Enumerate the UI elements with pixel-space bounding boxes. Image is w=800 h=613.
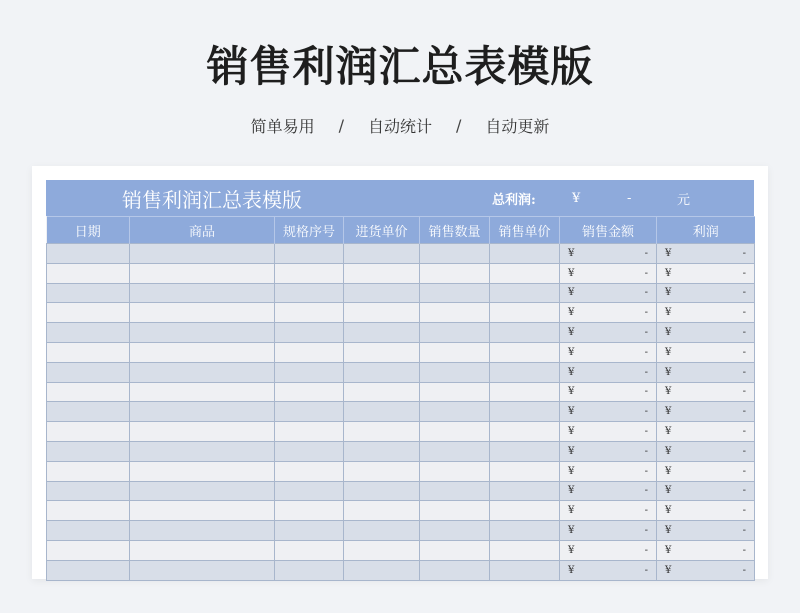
table-cell[interactable]: [275, 244, 344, 264]
table-cell[interactable]: [47, 283, 130, 303]
table-cell[interactable]: [275, 362, 344, 382]
table-cell[interactable]: [47, 342, 130, 362]
profit-value: [665, 386, 746, 397]
amount-value: -: [644, 247, 648, 259]
table-cell[interactable]: [275, 501, 344, 521]
table-cell[interactable]: [657, 382, 755, 402]
table-cell[interactable]: [420, 461, 490, 481]
table-cell[interactable]: [344, 283, 420, 303]
table-cell[interactable]: [275, 560, 344, 580]
table-cell[interactable]: [275, 461, 344, 481]
amount-value: -: [742, 247, 746, 259]
table-cell[interactable]: [490, 303, 560, 323]
table-cell[interactable]: [344, 481, 420, 501]
profit-value: [665, 268, 746, 279]
table-header-row: [47, 217, 755, 244]
table-cell[interactable]: [47, 244, 130, 264]
currency-symbol: ¥: [665, 287, 672, 299]
table-row: [47, 481, 755, 501]
profit-value: [665, 248, 746, 259]
sales-amount-value: [568, 287, 648, 298]
amount-value: -: [742, 327, 746, 339]
currency-symbol: ¥: [568, 386, 575, 398]
table-cell[interactable]: [657, 441, 755, 461]
profit-value: [665, 287, 746, 298]
table-cell[interactable]: [47, 501, 130, 521]
profit-value: [665, 406, 746, 417]
table-row: [47, 283, 755, 303]
amount-value: -: [742, 525, 746, 537]
sales-amount-value: [568, 406, 648, 417]
table-cell[interactable]: [47, 303, 130, 323]
tag-auto-update: 自动更新: [485, 117, 550, 136]
sales-table: [46, 216, 755, 581]
currency-symbol: ¥: [568, 525, 575, 537]
currency-symbol: ¥: [665, 267, 672, 279]
table-cell[interactable]: [657, 560, 755, 580]
amount-value: -: [742, 445, 746, 457]
preview-card: [32, 166, 768, 579]
currency-symbol: ¥: [665, 366, 672, 378]
table-cell[interactable]: [657, 501, 755, 521]
table-cell[interactable]: [420, 283, 490, 303]
amount-value: -: [742, 287, 746, 299]
table-cell[interactable]: [560, 481, 657, 501]
table-cell[interactable]: [560, 441, 657, 461]
currency-symbol: ¥: [568, 485, 575, 497]
column-header-sale-price[interactable]: 销售单价: [490, 217, 560, 244]
table-row: [47, 402, 755, 422]
currency-symbol: ¥: [665, 307, 672, 319]
sales-amount-value: [568, 367, 648, 378]
table-cell[interactable]: [560, 461, 657, 481]
table-cell[interactable]: [275, 303, 344, 323]
table-cell[interactable]: [344, 382, 420, 402]
currency-symbol: ¥: [665, 465, 672, 477]
table-cell[interactable]: [420, 422, 490, 442]
currency-symbol: ¥: [568, 366, 575, 378]
table-cell[interactable]: [130, 521, 275, 541]
table-cell[interactable]: [490, 540, 560, 560]
table-cell[interactable]: [560, 283, 657, 303]
table-cell[interactable]: [344, 323, 420, 343]
amount-value: -: [644, 485, 648, 497]
table-cell[interactable]: [420, 342, 490, 362]
currency-symbol: ¥: [568, 406, 575, 418]
table-cell[interactable]: [490, 402, 560, 422]
sales-amount-value: [568, 347, 648, 358]
table-cell[interactable]: [275, 521, 344, 541]
table-cell[interactable]: [560, 560, 657, 580]
amount-value: -: [742, 505, 746, 517]
table-row: [47, 540, 755, 560]
table-cell[interactable]: [47, 362, 130, 382]
currency-symbol: ¥: [665, 247, 672, 259]
table-cell[interactable]: [490, 382, 560, 402]
currency-symbol: ¥: [665, 386, 672, 398]
table-cell[interactable]: [560, 382, 657, 402]
amount-value: -: [742, 485, 746, 497]
currency-symbol: ¥: [665, 544, 672, 556]
table-cell[interactable]: [130, 362, 275, 382]
amount-value: -: [644, 406, 648, 418]
table-cell[interactable]: [130, 303, 275, 323]
column-header-date[interactable]: 日期: [47, 217, 130, 244]
table-cell[interactable]: [657, 461, 755, 481]
sales-amount-value: [568, 545, 648, 556]
table-cell[interactable]: [344, 560, 420, 580]
sales-amount-value: [568, 525, 648, 536]
table-cell[interactable]: [47, 323, 130, 343]
table-cell[interactable]: [47, 402, 130, 422]
column-header-cost-price[interactable]: 进货单价: [344, 217, 420, 244]
sales-amount-value: [568, 485, 648, 496]
currency-symbol: ¥: [665, 406, 672, 418]
table-cell[interactable]: [560, 323, 657, 343]
sales-amount-value: [568, 466, 648, 477]
profit-value: [665, 307, 746, 318]
profit-value: [665, 485, 746, 496]
table-cell[interactable]: [420, 540, 490, 560]
table-cell[interactable]: [420, 481, 490, 501]
amount-value: -: [644, 525, 648, 537]
table-cell[interactable]: [560, 540, 657, 560]
page-title: 销售利润汇总表模版: [206, 42, 594, 91]
table-cell[interactable]: [275, 342, 344, 362]
amount-value: -: [644, 366, 648, 378]
table-cell[interactable]: [490, 362, 560, 382]
currency-symbol: ¥: [568, 445, 575, 457]
currency-symbol: ¥: [568, 267, 575, 279]
table-cell[interactable]: [130, 461, 275, 481]
amount-value: -: [644, 346, 648, 358]
table-cell[interactable]: [490, 244, 560, 264]
profit-value: [665, 446, 746, 457]
currency-symbol: ¥: [665, 346, 672, 358]
table-cell[interactable]: [47, 441, 130, 461]
sales-amount-value: [568, 386, 648, 397]
table-cell[interactable]: [490, 560, 560, 580]
amount-value: -: [742, 366, 746, 378]
table-cell[interactable]: [490, 441, 560, 461]
profit-value: [665, 466, 746, 477]
currency-symbol: ¥: [665, 485, 672, 497]
table-cell[interactable]: [47, 560, 130, 580]
table-cell[interactable]: [344, 501, 420, 521]
table-cell[interactable]: [560, 362, 657, 382]
tag-easy: 简单易用: [250, 117, 315, 136]
table-row: [47, 521, 755, 541]
table-cell[interactable]: [344, 422, 420, 442]
table-cell[interactable]: [420, 382, 490, 402]
table-row: [47, 362, 755, 382]
table-row: [47, 263, 755, 283]
currency-symbol: ¥: [665, 564, 672, 576]
amount-value: -: [644, 267, 648, 279]
table-cell[interactable]: [275, 263, 344, 283]
currency-symbol: ¥: [568, 327, 575, 339]
table-cell[interactable]: [275, 402, 344, 422]
table-cell[interactable]: [490, 283, 560, 303]
amount-value: -: [644, 445, 648, 457]
currency-symbol: ¥: [568, 307, 575, 319]
table-row: [47, 501, 755, 521]
amount-value: -: [742, 564, 746, 576]
total-profit-label: 总利润:: [492, 192, 536, 208]
table-cell[interactable]: [657, 342, 755, 362]
table-row: [47, 303, 755, 323]
table-cell[interactable]: [657, 323, 755, 343]
table-cell[interactable]: [275, 382, 344, 402]
table-row: [47, 244, 755, 264]
table-cell[interactable]: [490, 342, 560, 362]
table-cell[interactable]: [560, 303, 657, 323]
currency-symbol: ¥: [665, 505, 672, 517]
table-cell[interactable]: [560, 422, 657, 442]
table-cell[interactable]: [657, 521, 755, 541]
table-cell[interactable]: [490, 461, 560, 481]
table-cell[interactable]: [490, 323, 560, 343]
table-row: [47, 422, 755, 442]
sales-amount-value: [568, 248, 648, 259]
table-cell[interactable]: [560, 521, 657, 541]
amount-value: -: [644, 287, 648, 299]
table-cell[interactable]: [344, 402, 420, 422]
sales-amount-value: [568, 505, 648, 516]
currency-symbol: ¥: [568, 247, 575, 259]
amount-value: -: [644, 505, 648, 517]
table-cell[interactable]: [657, 362, 755, 382]
table-cell[interactable]: [420, 521, 490, 541]
table-cell[interactable]: [47, 422, 130, 442]
table-row: [47, 382, 755, 402]
currency-symbol: ¥: [568, 346, 575, 358]
table-cell[interactable]: [560, 342, 657, 362]
profit-value: [665, 525, 746, 536]
table-cell[interactable]: [344, 461, 420, 481]
currency-symbol: ¥: [568, 426, 575, 438]
table-cell[interactable]: [420, 501, 490, 521]
amount-value: -: [742, 346, 746, 358]
currency-symbol: ¥: [665, 327, 672, 339]
table-cell[interactable]: [47, 540, 130, 560]
table-cell[interactable]: [490, 501, 560, 521]
column-header-sales-amount[interactable]: 销售金额: [560, 217, 657, 244]
table-cell[interactable]: [420, 402, 490, 422]
amount-value: -: [742, 426, 746, 438]
spreadsheet: [46, 180, 754, 576]
table-cell[interactable]: [275, 283, 344, 303]
amount-value: -: [644, 465, 648, 477]
table-cell[interactable]: [130, 244, 275, 264]
table-cell[interactable]: [657, 303, 755, 323]
tag-separator: /: [456, 116, 462, 135]
amount-value: -: [742, 386, 746, 398]
table-cell[interactable]: [420, 362, 490, 382]
currency-symbol: ¥: [568, 564, 575, 576]
amount-value: -: [742, 544, 746, 556]
column-header-quantity[interactable]: 销售数量: [420, 217, 490, 244]
currency-symbol: ¥: [568, 505, 575, 517]
currency-symbol: ¥: [568, 287, 575, 299]
amount-value: -: [644, 386, 648, 398]
table-cell[interactable]: [130, 323, 275, 343]
table-cell[interactable]: [344, 540, 420, 560]
currency-symbol: ¥: [665, 445, 672, 457]
table-cell[interactable]: [420, 303, 490, 323]
table-cell[interactable]: [344, 244, 420, 264]
sales-amount-value: [568, 426, 648, 437]
table-cell[interactable]: [560, 244, 657, 264]
table-cell[interactable]: [344, 263, 420, 283]
table-cell[interactable]: [275, 481, 344, 501]
profit-value: [665, 505, 746, 516]
table-row: [47, 323, 755, 343]
tag-separator: /: [338, 116, 344, 135]
table-cell[interactable]: [490, 263, 560, 283]
column-header-profit[interactable]: 利润: [657, 217, 755, 244]
table-cell[interactable]: [130, 342, 275, 362]
table-cell[interactable]: [130, 283, 275, 303]
table-cell[interactable]: [344, 441, 420, 461]
table-cell[interactable]: [344, 342, 420, 362]
currency-symbol: ¥: [568, 544, 575, 556]
table-row: [47, 441, 755, 461]
table-cell[interactable]: [47, 481, 130, 501]
table-cell[interactable]: [130, 540, 275, 560]
table-cell[interactable]: [420, 263, 490, 283]
table-cell[interactable]: [560, 501, 657, 521]
column-header-spec[interactable]: 规格序号: [275, 217, 344, 244]
amount-value: -: [644, 327, 648, 339]
total-profit-value: -: [627, 190, 632, 206]
table-cell[interactable]: [344, 362, 420, 382]
amount-value: -: [644, 544, 648, 556]
profit-value: [665, 347, 746, 358]
table-cell[interactable]: [130, 382, 275, 402]
profit-value: [665, 565, 746, 576]
table-cell[interactable]: [657, 244, 755, 264]
feature-tags: [0, 114, 800, 137]
sales-amount-value: [568, 565, 648, 576]
table-cell[interactable]: [560, 402, 657, 422]
currency-symbol: ¥: [665, 426, 672, 438]
table-cell[interactable]: [130, 422, 275, 442]
amount-value: -: [644, 426, 648, 438]
table-cell[interactable]: [344, 303, 420, 323]
total-profit-currency: ¥: [572, 190, 581, 206]
profit-value: [665, 426, 746, 437]
amount-value: -: [742, 267, 746, 279]
table-cell[interactable]: [560, 263, 657, 283]
profit-value: [665, 327, 746, 338]
sales-amount-value: [568, 446, 648, 457]
table-cell[interactable]: [275, 323, 344, 343]
profit-value: [665, 545, 746, 556]
profit-value: [665, 367, 746, 378]
table-cell[interactable]: [130, 441, 275, 461]
table-cell[interactable]: [420, 560, 490, 580]
sales-amount-value: [568, 307, 648, 318]
table-cell[interactable]: [420, 244, 490, 264]
tag-auto-stat: 自动统计: [367, 117, 432, 136]
sheet-title: 销售利润汇总表模版: [122, 187, 302, 212]
amount-value: -: [644, 307, 648, 319]
currency-symbol: ¥: [665, 525, 672, 537]
sales-amount-value: [568, 327, 648, 338]
amount-value: -: [644, 564, 648, 576]
table-row: [47, 461, 755, 481]
table-cell[interactable]: [657, 263, 755, 283]
total-profit-unit: 元: [677, 192, 691, 208]
table-cell[interactable]: [490, 481, 560, 501]
table-cell[interactable]: [490, 521, 560, 541]
table-cell[interactable]: [47, 461, 130, 481]
table-cell[interactable]: [275, 441, 344, 461]
table-cell[interactable]: [657, 422, 755, 442]
table-cell[interactable]: [130, 501, 275, 521]
table-cell[interactable]: [47, 521, 130, 541]
table-cell[interactable]: [420, 323, 490, 343]
table-cell[interactable]: [47, 382, 130, 402]
table-cell[interactable]: [657, 540, 755, 560]
table-cell[interactable]: [130, 560, 275, 580]
table-cell[interactable]: [420, 441, 490, 461]
amount-value: -: [742, 406, 746, 418]
table-cell[interactable]: [130, 263, 275, 283]
table-cell[interactable]: [275, 422, 344, 442]
table-cell[interactable]: [47, 263, 130, 283]
sales-amount-value: [568, 268, 648, 279]
table-row: [47, 342, 755, 362]
sheet-header: [46, 180, 754, 216]
table-cell[interactable]: [275, 540, 344, 560]
table-row: [47, 560, 755, 580]
table-cell[interactable]: [657, 481, 755, 501]
table-cell[interactable]: [130, 402, 275, 422]
table-body: [47, 244, 755, 581]
table-cell[interactable]: [490, 422, 560, 442]
table-cell[interactable]: [344, 521, 420, 541]
table-cell[interactable]: [130, 481, 275, 501]
table-cell[interactable]: [657, 283, 755, 303]
column-header-product[interactable]: 商品: [130, 217, 275, 244]
amount-value: -: [742, 465, 746, 477]
amount-value: -: [742, 307, 746, 319]
table-cell[interactable]: [657, 402, 755, 422]
currency-symbol: ¥: [568, 465, 575, 477]
